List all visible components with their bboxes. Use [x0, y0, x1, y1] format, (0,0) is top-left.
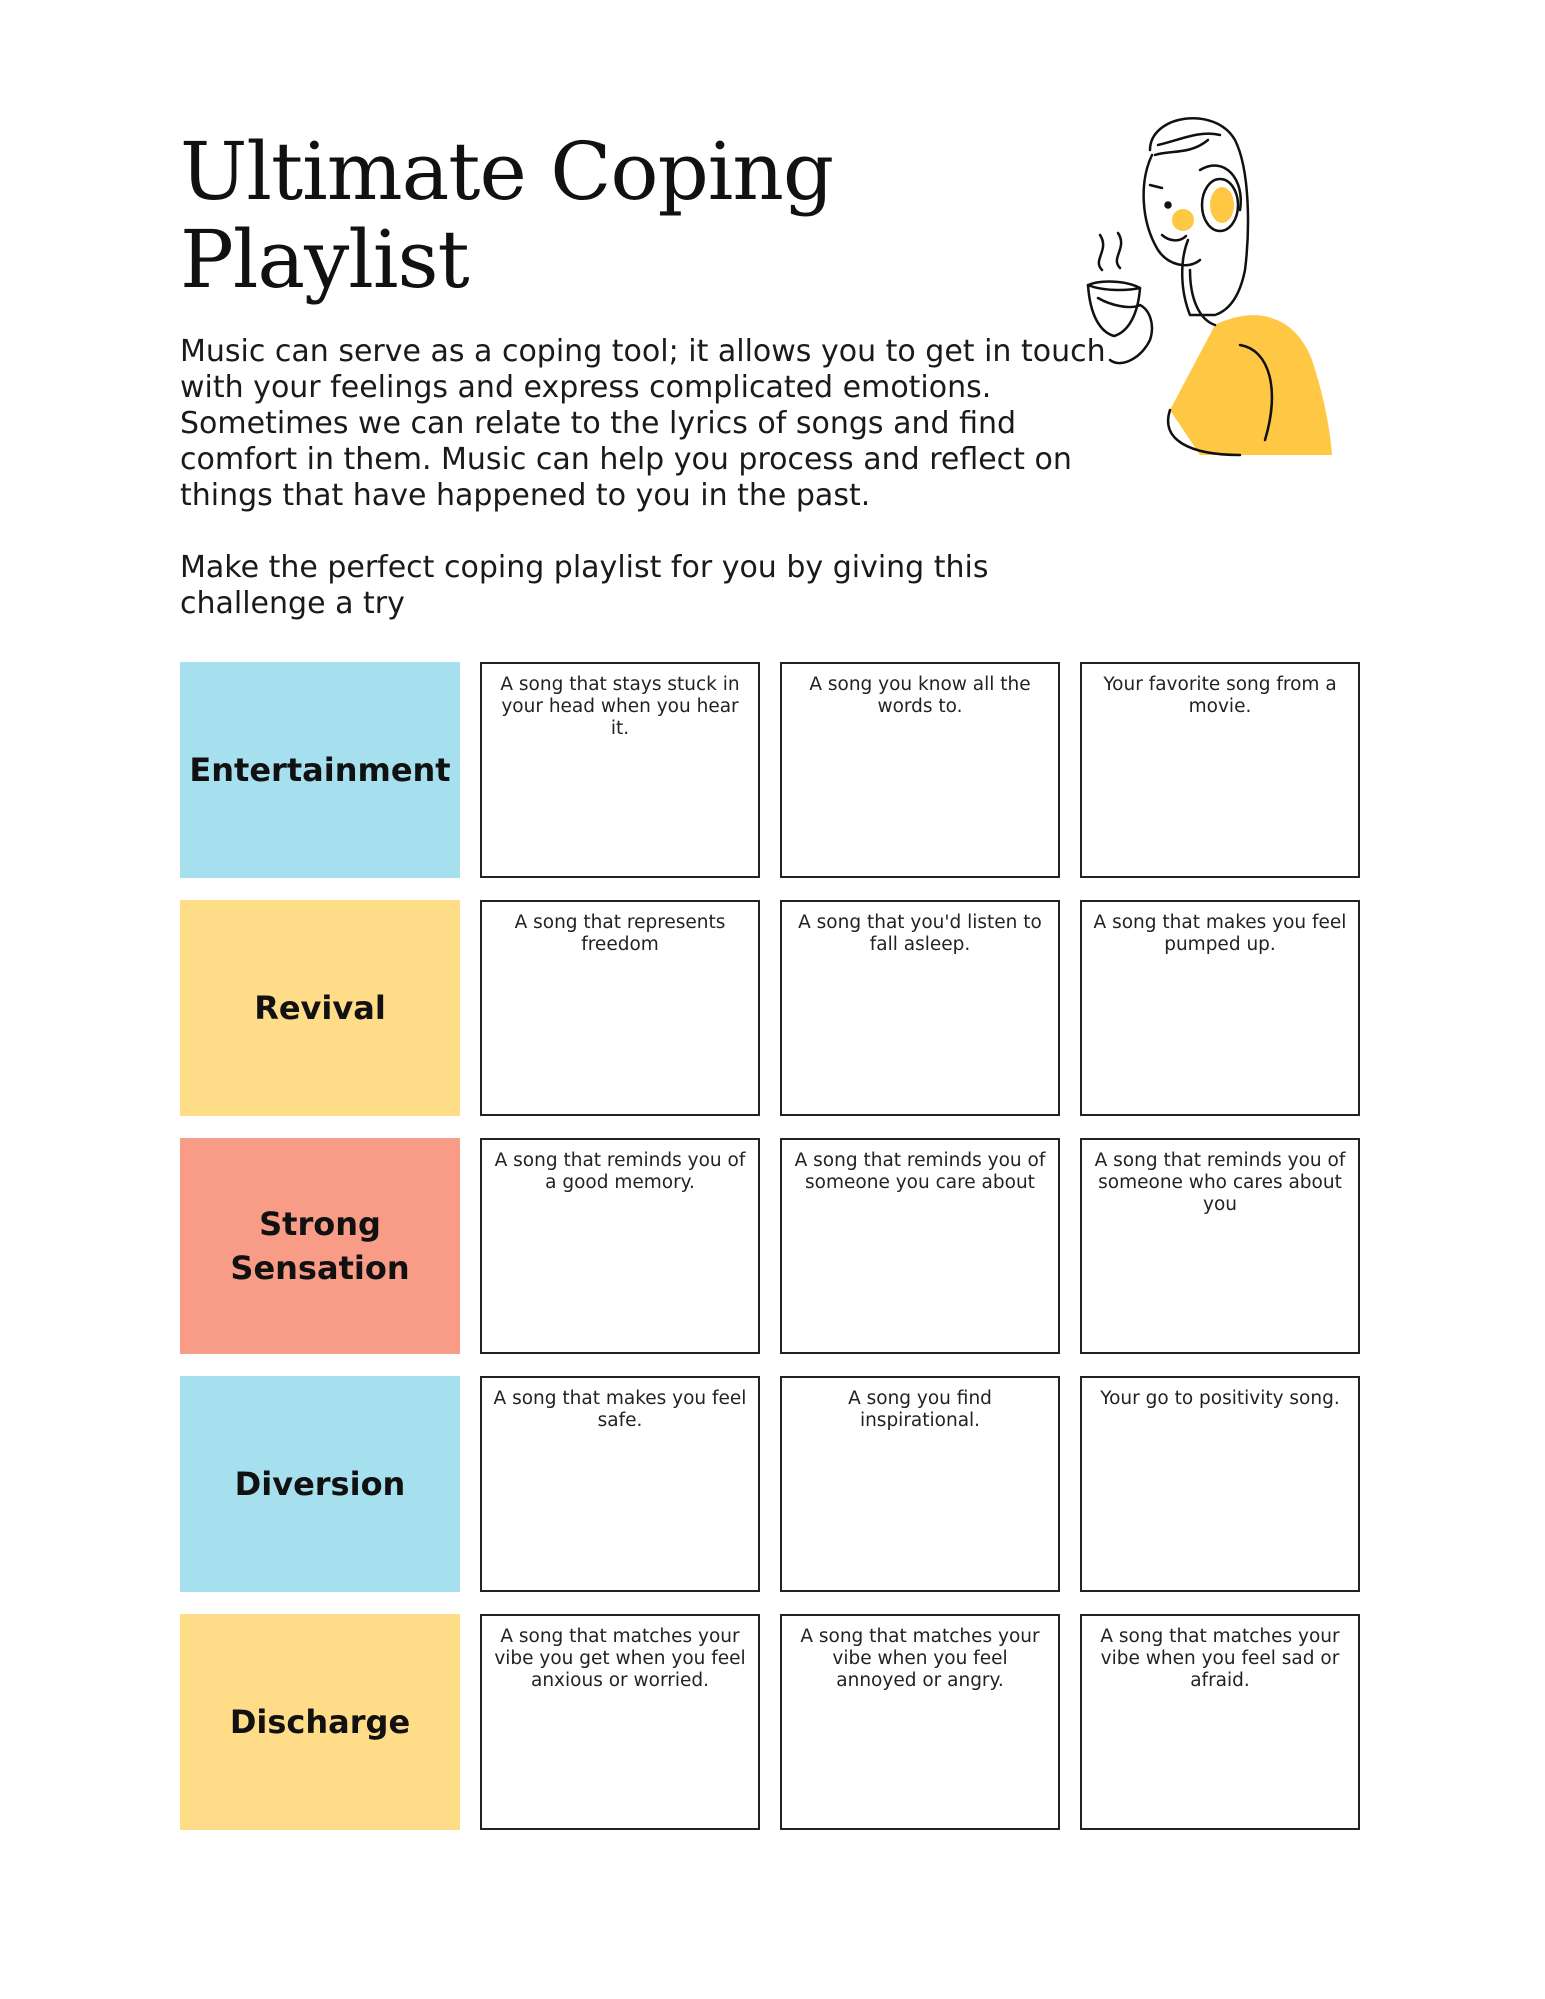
- song-box[interactable]: A song that matches your vibe when you feel annoyed or angry.: [780, 1614, 1060, 1830]
- row-discharge: [180, 1614, 1360, 1830]
- song-box[interactable]: A song that makes you feel pumped up.: [1080, 900, 1360, 1116]
- song-box[interactable]: A song that makes you feel safe.: [480, 1376, 760, 1592]
- song-box[interactable]: A song that reminds you of someone who cares about you: [1080, 1138, 1360, 1354]
- category-label: Entertainment: [180, 662, 460, 878]
- song-box[interactable]: A song that matches your vibe you get when you feel anxious or worried.: [480, 1614, 760, 1830]
- row-strong-sensation: [180, 1138, 1360, 1354]
- category-label: Diversion: [180, 1376, 460, 1592]
- song-box[interactable]: A song that you'd listen to fall asleep.: [780, 900, 1060, 1116]
- song-box[interactable]: A song that reminds you of a good memory.: [480, 1138, 760, 1354]
- song-box[interactable]: A song you find inspirational.: [780, 1376, 1060, 1592]
- song-box[interactable]: A song that stays stuck in your head when you hear it.: [480, 662, 760, 878]
- category-label: Revival: [180, 900, 460, 1116]
- song-box[interactable]: Your favorite song from a movie.: [1080, 662, 1360, 878]
- category-label: Discharge: [180, 1614, 460, 1830]
- intro-paragraph: Music can serve as a coping tool; it allows you to get in touch with your feelings and express complicated emotions. Sometimes we can relate to the lyrics of songs and find comfort in them. Music can help you process and reflect on things that have happened to you in the past.: [180, 334, 1106, 513]
- category-label: Strong Sensation: [180, 1138, 460, 1354]
- page-title: Ultimate Coping Playlist: [180, 125, 834, 306]
- song-box[interactable]: A song that represents freedom: [480, 900, 760, 1116]
- song-box[interactable]: A song you know all the words to.: [780, 662, 1060, 878]
- song-box[interactable]: A song that matches your vibe when you feel sad or afraid.: [1080, 1614, 1360, 1830]
- instruction-paragraph: Make the perfect coping playlist for you by giving this challenge a try: [180, 550, 989, 621]
- song-box[interactable]: Your go to positivity song.: [1080, 1376, 1360, 1592]
- song-box[interactable]: A song that reminds you of someone you care about: [780, 1138, 1060, 1354]
- row-entertainment: [180, 662, 1360, 878]
- row-diversion: [180, 1376, 1360, 1592]
- row-revival: [180, 900, 1360, 1116]
- woman-headphones-coffee-icon: [1040, 110, 1360, 470]
